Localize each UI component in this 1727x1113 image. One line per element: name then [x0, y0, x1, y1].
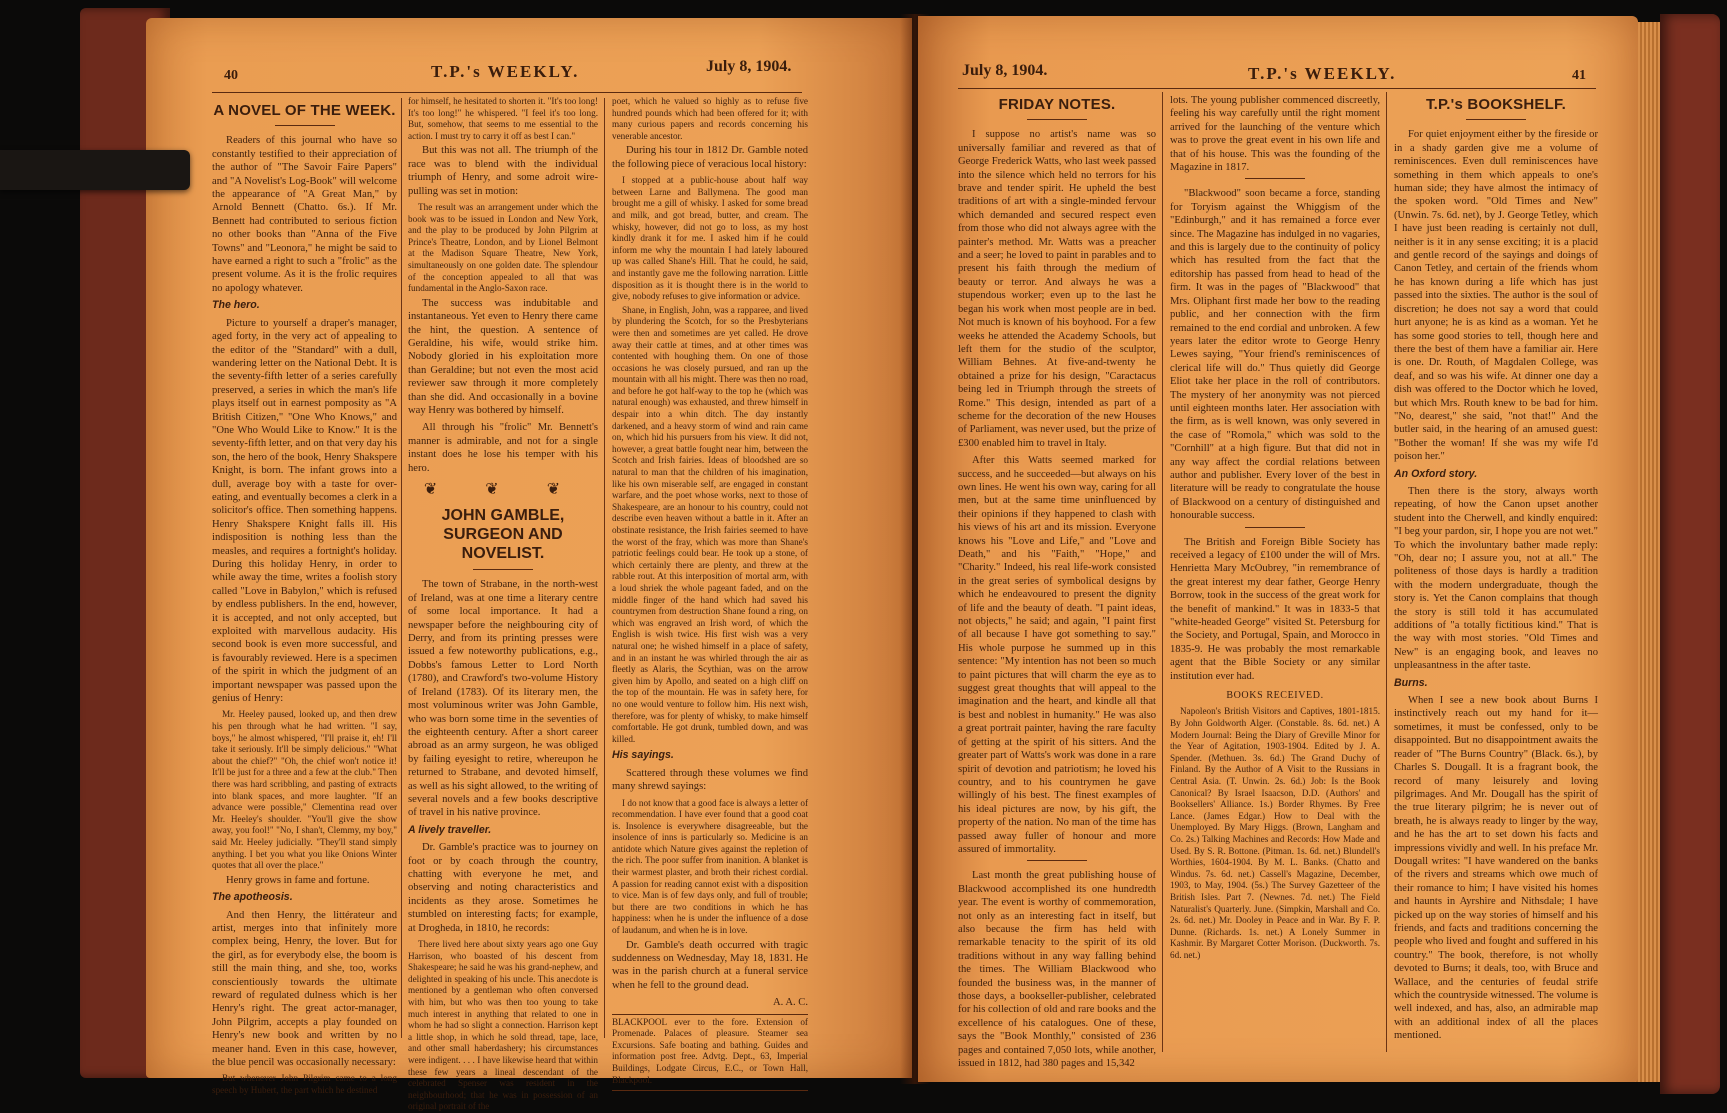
- article-column: [408, 96, 598, 1112]
- paragraph: Scattered through these volumes we find many shrewd sayings:: [612, 767, 808, 793]
- paragraph: All through his "frolic" Mr. Bennett's manner is admirable, and not for a single instant does he lose his temper with his hero.: [408, 422, 598, 474]
- article-column: [1394, 96, 1598, 1058]
- header-rule-left: [212, 92, 802, 93]
- subheading: A lively traveller.: [408, 823, 492, 836]
- heading-rule: [473, 569, 533, 570]
- quotation: The result was an arrangement under which the book was to be issued in London and New York, and the play to be produced by John Pilgrim at Prince's Theatre, London, and by Lionel Belmont at the Madison Square Theatre, New York, simultaneously on one golden date. The splendour of the conception appealed to all that was fundamental in the Anglo-Saxon race.: [408, 202, 598, 294]
- quotation: I do not know that a good face is always a letter of recommendation. I have ever found that a good coat is. Insolence is everywhere disagreeable, but the insolence of inns is particularly so. Medicine is an antidote which Nature gives against the repletion of the rich. The poor suffer from inanition. A blanket is their warmest plaster, and broth their richest cordial. A passion for reading cannot exist with a disposition to vice. Man is of few days only, and full of trouble; but there are two conditions in which he has happiness: when he is under the influence of a dose of laudanum, and when he is in love.: [612, 797, 808, 936]
- quotation: Mr. Heeley paused, looked up, and then drew his pen through what he had written. "I say, boys," he almost whispered, "I'll praise it, eh! I'll take it seriously. It'll be simply delicious." "What about the chief?" "Oh, the chief won't notice it! It'll be just for a three and a few at the club." Then there was hard scribbling, and pasting of extracts into blank spaces, and more laughter. "If an advance were possible," Clementina read over Mr. Heeley's shoulder. "You'll give the show away, you fool!" "No, I shan't, Clemmy, my boy," said Mr. Heeley judicially. "They'll stand simply anything. I bet you what you like Onions Winter quotes that all over the place.": [212, 709, 397, 871]
- article-column: [212, 102, 397, 1096]
- paragraph: For quiet enjoyment either by the fireside or in a shady garden give me a volume of reminiscences. Even dull reminiscences have something in them which appeals to one's human side; they have almost the intimacy of the spoken word. "Old Times and New" (Unwin. 7s. 6d. net), by J. George Tetley, which I have just been reading is certainly not dull, neither is it in any sense exciting; it is a placid and gentle record of the sayings and doings of Canon Tetley, and certain of the friends whom he has known during a life which has just passed into the sixties. The author is the soul of discretion; he does not say a word that could hurt anyone; he is as kind as a woman. Yet he has some good stories to tell, though here and there the best of them have a familiar air. Here is one. Dr. Routh, of Magdalen College, was deaf, and so was his wife. At dinner one day a dish was offered to the Doctor which he loved, but which Mrs. Routh knew to be bad for him. "No, dearest," she said, "not that!" And the butler said, in the hearing of an amused guest: "Bother the woman! If she was my wife I'd poison her.": [1394, 129, 1598, 463]
- header-rule-right: [958, 88, 1596, 89]
- article-heading: A NOVEL OF THE WEEK.: [213, 102, 396, 119]
- date-right: July 8, 1904.: [962, 62, 1048, 79]
- subheading: An Oxford story.: [1394, 467, 1478, 480]
- article-column: [1170, 94, 1380, 1058]
- quotation: There lived here about sixty years ago one Guy Harrison, who boasted of his descent from Shakespeare; he said he was his grand-nephew, and delighted in speaking of his uncle. This anecdote is mentioned by a gentleman who often conversed with him, but who was then too young to take much interest in anything that related to one in whom he had so slight a connection. Harrison kept a little shop, in which he sold thread, tape, lace, and other small haberdashery; his circumstances were indigent. . . . I have likewise heard that within these few years a lineal descendant of the celebrated Spenser was resident in the neighbourhood; that he was in possession of an original portrait of the: [408, 939, 598, 1112]
- quotation: But whenever John Pilgrim came to a long speech by Hubert, the part which he destined: [212, 1073, 397, 1096]
- date-left: July 8, 1904.: [706, 58, 792, 75]
- page-number-right: 41: [1572, 68, 1586, 83]
- book-cover-right: [1660, 14, 1720, 1094]
- quotation: for himself, he hesitated to shorten it. "It's too long! It's too long!" he whispered. "I feel it's too long. But, somehow, that seems to me essential to the action. I must try to carry it off as best I can.": [408, 96, 598, 141]
- paragraph: During his tour in 1812 Dr. Gamble noted the following piece of veracious local history:: [612, 145, 808, 170]
- paragraph: After this Watts seemed marked for success, and he succeeded—but always on his own lines. He went his own way, caring for all men, but at the same time uninfluenced by their opinions if they happened to clash with his views of his art and its mission. Everyone knows his "Love and Life," and "Love and Death," and his "Faith," "Hope," and "Charity." Indeed, his real life-work consisted in the great series of symbolical designs by which he endeavoured to present the dignity of life and the beauty of death. "I paint ideas, not objects," he said; and again, "I paint first of all because I have got something to say." His whole purpose he summed up in this sentence: "My intention has not been so much to paint pictures that will charm the eye as to suggest great thoughts that will appeal to the imagination and the heart, and kindle all that is best and noblest in humanity." He was also a great portrait painter, having the rare faculty of getting at the spirit of his sitters. And the greater part of Watts's work was done in a rare spirit of devotion and patriotism; he loved his country, and to his countrymen he gave willingly of his best. The finest examples of his ideal pictures are now, by his gift, the property of the nation. No man of the time has passed away fuller of honour and more assured of immortality.: [958, 455, 1156, 855]
- paragraph: Dr. Gamble's death occurred with tragic suddenness on Wednesday, May 18, 1831. He was in the parish church at a funeral service when he fell to the ground dead.: [612, 939, 808, 991]
- subheading: The apotheosis.: [212, 891, 293, 904]
- quotation: Shane, in English, John, was a rapparee, and lived by plundering the Scotch, for so the Presbyterians were then and sometimes are yet called. He drove away their cattle at times, and at other times was contented with houghing them. On one of those occasions he was closely pursued, and ran up the mountain with all his might. There was then no road, and before he got half-way to the top he (which was natural enough) was exhausted, and threw himself in despair into a whin ditch. The day instantly darkened, and a heavy storm of wind and rain came on, which hid his pursuers from his view. It did not, however, a great battle fought near him, between the Scotch and Irish fairies. Ideas of bloodshed are so natural to man that the children of his imagination, like his own miserable self, are engaged in constant warfare, and the poet whose works, next to those of Shakespeare, are an honour to his country, could not describe even heaven without a battle in it. After an obstinate resistance, the Irish fairies seemed to have the worst of the fray, which was more than Shane's patriotic feelings could bear. He took up a stone, of which certainly there are plenty, and threw at the rabble rout. At this interposition of mortal arm, with a loud shriek the whole pageant faded, and on the middle finger of the hand which had saved his countrymen from destruction Shane found a ring, on which was engraved an Irish word, of which the English is wish twice. His first wish was a very natural one; he wished himself in a place of safety, and in an instant he was whirled through the air as fleetly as Alaris, the Scythian, was on the arrow given him by Apollo, and seated on a high cliff on the top of the mountain. He was in safety here, for no one would venture to follow him. His next wish, therefore, was for plenty of whisky, to make himself comfortable. He got drunk, tumbled down, and was killed.: [612, 304, 808, 744]
- article-heading: JOHN GAMBLE, SURGEON AND NOVELIST.: [441, 507, 565, 563]
- heading-rule: [1027, 119, 1087, 120]
- article-heading: FRIDAY NOTES.: [998, 96, 1116, 113]
- books-list: Napoleon's British Visitors and Captives, 1801-1815. By John Goldworth Alger. (Constable. 8s. 6d. net.) A Modern Journal: Being the Diary of Greville Minor for the Year of Agitation, 1903-1904. Edited by J. A. Spender. (Methuen. 3s. 6d.) The Grand Duchy of Finland. By the Author of A Visit to the Russians in Central Asia. (T. Unwin. 2s. 6d.) Job: Is the Book Canonical? By Israel Isaacson, D.D. (Authors' and Booksellers' Alliance. 1s.) Border Rhymes. By Free Lance. (James Edgar.) How to Deal with the Unemployed. By Mary Higgs. (Brown, Langham and Co. 2s.) Talking Machines and Records: How Made and Used. By S. R. Bottone. (Pitman. 1s. 6d. net.) Blundell's Worthies, 1604-1904. By M. L. Banks. (Chatto and Windus. 7s. 6d. net.) Cassell's Magazine, December, 1903, to May, 1904. (5s.) The Survey Gazetteer of the British Isles. Part 7. (Newnes. 7d. net.) The Field Naturalist's Quarterly. June. (Simpkin, Marshall and Co. 2s. 6d. net.) Mr. Dooley in Peace and in War. By F. P. Dunne. (Richards. 1s. net.) A Lonely Summer in Kashmir. By Margaret Cotter Morison. (Duckworth. 7s. 6d. net.): [1170, 706, 1380, 960]
- subheading: The hero.: [212, 299, 260, 312]
- left-page: [146, 18, 912, 1112]
- paragraph: Picture to yourself a draper's manager, aged forty, in the very act of appealing to the editor of the "Standard" with a dull, wandering letter on the National Debt. It is the seventy-fifth letter of a series carefully preserved, a series in which the man's life plays itself out in earnest pomposity as "A British Citizen," "One Who Knows," and "One Who Would Like to Know." It is the seventy-fifth letter, and on that very day his son, the hero of the book, Henry Shakspere Knight, is born. The infant grows into a dull, average boy with a taste for over-eating, and eventually becomes a clerk in a solicitor's office. Then something happens. Henry Shakspere Knight falls ill. His indisposition is nothing less than the measles, and requires a fortnight's holiday. During this holiday Henry, in order to while away the time, writes a foolish story called "Love in Babylon," which is refused by endless publishers. In the end, however, it is accepted, and not only accepted, but exploited with marvellous audacity. His second book is even more successful, and is favourably reviewed. Here is a specimen of the spirit in which the judgment of an important newspaper was passed upon the genius of Henry:: [212, 317, 397, 705]
- journal-title-right: T.P.'s WEEKLY.: [1248, 64, 1397, 83]
- right-page: [918, 16, 1638, 1082]
- heading-rule: [1466, 119, 1526, 120]
- signature: A. A. C.: [772, 997, 808, 1009]
- leaf-ornament-icon: ❦ ❦ ❦: [423, 481, 583, 499]
- paragraph: The British and Foreign Bible Society has received a legacy of £100 under the will of Mrs. Henrietta Mary McOubrey, "in remembrance of the great interest my dear father, George Henry Borrow, took in the success of the great work for the benefit of mankind." It was in 1833-5 that "white-headed George" visited St. Petersburg for the Society, and Portugal, Spain, and Morocco in 1835-9. He was probably the most remarkable agent that the Bible Society or any similar institution ever had.: [1170, 536, 1380, 682]
- paragraph: The town of Strabane, in the north-west of Ireland, was at one time a literary centre of some local importance. It had a newspaper before the neighbouring city of Derry, and from its printing presses were issued a few noteworthy publications, e.g., Dobbs's famous Letter to Lord North (1780), and Crawford's two-volume History of Ireland (1783). Of its literary men, the most voluminous writer was John Gamble, who was born some time in the seventies of the eighteenth century. After a short career abroad as an army surgeon, he was obliged by failing eyesight to retire, whereupon he returned to Strabane, and devoted himself, as well as his sight allowed, to the writing of several novels and a few books descriptive of travel in his native province.: [408, 579, 598, 819]
- paragraph: But this was not all. The triumph of the race was to blend with the individual triumph of Henry, and some adroit wire-pulling was set in motion:: [408, 145, 598, 197]
- subheading: His sayings.: [612, 749, 674, 762]
- section-rule: [1027, 860, 1087, 861]
- article-column: [612, 96, 808, 1085]
- paragraph: Henry grows in fame and fortune.: [226, 874, 370, 886]
- paragraph: When I see a new book about Burns I instinctively reach out my hand for it—sometimes, it must be confessed, only to be disappointed. But no disappointment awaits the reader of "The Burns Country" (Black. 6s.), by Charles S. Dougall. It is a fragrant book, the record of many leisurely and loving pilgrimages. And Mr. Dougall has the spirit of the true literary pilgrim; he is never out of breath, he is always ready to linger by the way, and he has the art to set down his facts and impressions vividly and well. In his preface Mr. Dougall writes: "I have wandered on the banks of the rivers and streams which owe much of their romance to him; I have visited his homes and haunts in Ayrshire and Nithsdale; I have picked up on the way stories of himself and his friends, and facts and traditions concerning the people who lived and fought and suffered in his country." The book, therefore, is not wholly devoted to Burns; it deals, too, with Bruce and Wallace, and the centuries of feudal strife which the countryside witnessed. The volume is well indexed, and has, also, an admirable map with an additional index of all the places mentioned.: [1394, 695, 1598, 1042]
- paragraph: Then there is the story, always worth repeating, of how the Canon upset another student into the Cherwell, and kindly enquired: "I beg your pardon, sir, I hope you are not wet." To which the involuntary bather made reply: "Oh, dear no; I assure you, not at all." The politeness of those days is hardly a tradition with the modern undergraduate, though the story is. Yet the Canon complains that though the story is still told it has accumulated additions of "a totally fictitious kind." That is the way with most stories. "Old Times and New" is an engaging book, and leaves no unpleasantness in the after taste.: [1394, 485, 1598, 672]
- paragraph: The success was indubitable and instantaneous. Yet even to Henry there came the hint, the question. A sentence of Geraldine, his wife, would strike him. Nobody gloried in his exploitation more than Geraldine; but not even the most acid reviewer saw through it more completely than she did. And occasionally in a bovine way Henry was bothered by himself.: [408, 297, 598, 416]
- quotation: poet, which he valued so highly as to refuse five hundred pounds which had been offered for it; with many curious papers and records concerning his venerable ancestor.: [612, 96, 808, 141]
- column-divider: [401, 98, 402, 1038]
- journal-title-left: T.P.'s WEEKLY.: [431, 62, 580, 81]
- paragraph: I suppose no artist's name was so universally familiar and revered as that of George Frederick Watts, who last week passed into the silence which held no terrors for his brave and tender spirit. He upheld the best traditions of art with a single-minded fervour which demanded and secured respect even from those who did not always agree with the painter's method. Mr. Watts was a preacher and a seer; he loved to paint in parables and to present his faith through the medium of beauty or terror. And always he was a stupendous worker; even up to the last he began his work when most people are in bed. Not much is known of his boyhood. For a few weeks he attended the Academy Schools, but left them for the studio of the sculptor, William Behnes. At five-and-twenty he obtained a prize for his design, "Caractacus being led in Triumph through the streets of Rome." This design, intended as part of a scheme for the decoration of the new Houses of Parliament, was never used, but the prize of £300 enabled him to travel in Italy.: [958, 129, 1156, 449]
- article-heading: T.P.'s BOOKSHELF.: [1425, 96, 1567, 113]
- paragraph: Dr. Gamble's practice was to journey on foot or by coach through the country, chatting with everyone he met, and observing and noting characteristics and incidents as they arose. Sometimes he stumbled on interesting facts; for example, at Drogheda, in 1810, he records:: [408, 842, 598, 934]
- page-number-left: 40: [224, 68, 238, 83]
- paragraph: lots. The young publisher commenced discreetly, feeling his way carefully until the right moment arrived for the launching of the venture which was to prove the great event in his own life and that of his house. This was the founding of the Magazine in 1817.: [1170, 95, 1380, 174]
- paragraph: "Blackwood" soon became a force, standing for Toryism against the Whiggism of the "Edinburgh," and it has remained a force ever since. The Magazine has indulged in no vagaries, and this is largely due to the continuity of policy which has resulted from the fact that the editorship has passed from head to head of the firm. It was in the pages of "Blackwood" that Mrs. Oliphant first made her bow to the reading public, and her connection with the firm remained to the end cordial and unbroken. A few years later the editor wrote to George Henry Lewes saying, "Your friend's reminiscences of clerical life will do." Thus quietly did George Eliot take her place in the roll of contributors. The mystery of her anonymity was not pierced until eighteen months later. Her association with the firm, as is well known, was only severed in the case of "Romola," which was sold to the "Cornhill" at a high figure. But that did not in any way affect the cordial relations between author and publisher. Every lover of the best in literature will be ready to congratulate the house of Blackwood on a century of distinguished and honourable success.: [1170, 188, 1380, 522]
- paragraph: Last month the great publishing house of Blackwood accomplished its one hundredth year. The event is worthy of commemoration, not only as an interesting fact in itself, but also because the firm has held with remarkable tenacity to the spirit of its old traditions without in any way falling behind the times. The William Blackwood who founded the business was, in the manner of those days, a bookseller-publisher, celebrated for his collection of old and rare books and the excellence of his catalogues. One of these, says the "Book Monthly," consisted of 236 pages and contained 7,050 lots, while another, issued in 1812, had 380 pages and 15,342: [958, 870, 1156, 1070]
- subheading: Burns.: [1394, 676, 1428, 689]
- paragraph: Readers of this journal who have so constantly testified to their appreciation of the author of "The Savoir Faire Papers" and "A Novelist's Log-Book" will welcome the appearance of "A Great Man," by Arnold Bennett (Chatto. 6s.). If Mr. Bennett had contributed to serious fiction no other books than "Anna of the Five Towns" and "Leonora," he might be said to have earned a right to such a "frolic" as the present volume. As it is the frolic requires no apology whatever.: [212, 135, 397, 294]
- column-divider: [1386, 92, 1387, 1052]
- article-column: [958, 96, 1156, 1070]
- paragraph: And then Henry, the littérateur and artist, merges into that infinitely more complex being, Henry, the lover. But for the girl, as for everybody else, the boom is still the main thing, and she, too, works conscientiously towards the ultimate reward of regulated dulness which is her Henry's right. The great actor-manager, John Pilgrim, accepts a play founded on Henry's new book and written by no meaner hand. Even in this case, however, the blue pencil was occasionally necessary:: [212, 909, 397, 1069]
- section-rule: [1245, 178, 1305, 179]
- bookmark-ribbon: [0, 150, 190, 190]
- column-divider: [604, 98, 605, 1038]
- section-rule: [1245, 527, 1305, 528]
- column-divider: [1162, 92, 1163, 1052]
- advertisement: BLACKPOOL ever to the fore. Extension of Promenade. Palaces of pleasure. Steamer sea Excursions. Safe boating and bathing. Guides and information post free. Advtg. Dept., 63, Imperial Buildings, Lodgate Circus, E.C., or Town Hall, Blackpool.: [612, 1016, 808, 1085]
- heading-rule: [275, 125, 335, 126]
- quotation: I stopped at a public-house about half way between Larne and Ballymena. The good man brought me a gill of whisky. I asked for some bread and milk, and got bread, butter, and cream. The whisky, however, did not go to loss, as my host kindly drank it for me. I asked him if he could inform me why the mountain I had lately laboured up was called Shane's Hill. That he could, he said, and instantly gave me the following narration. Little disposition as it is thought there is in the world to give, nobody refuses to give information or advice.: [612, 175, 808, 302]
- books-received-heading: BOOKS RECEIVED.: [1226, 690, 1324, 702]
